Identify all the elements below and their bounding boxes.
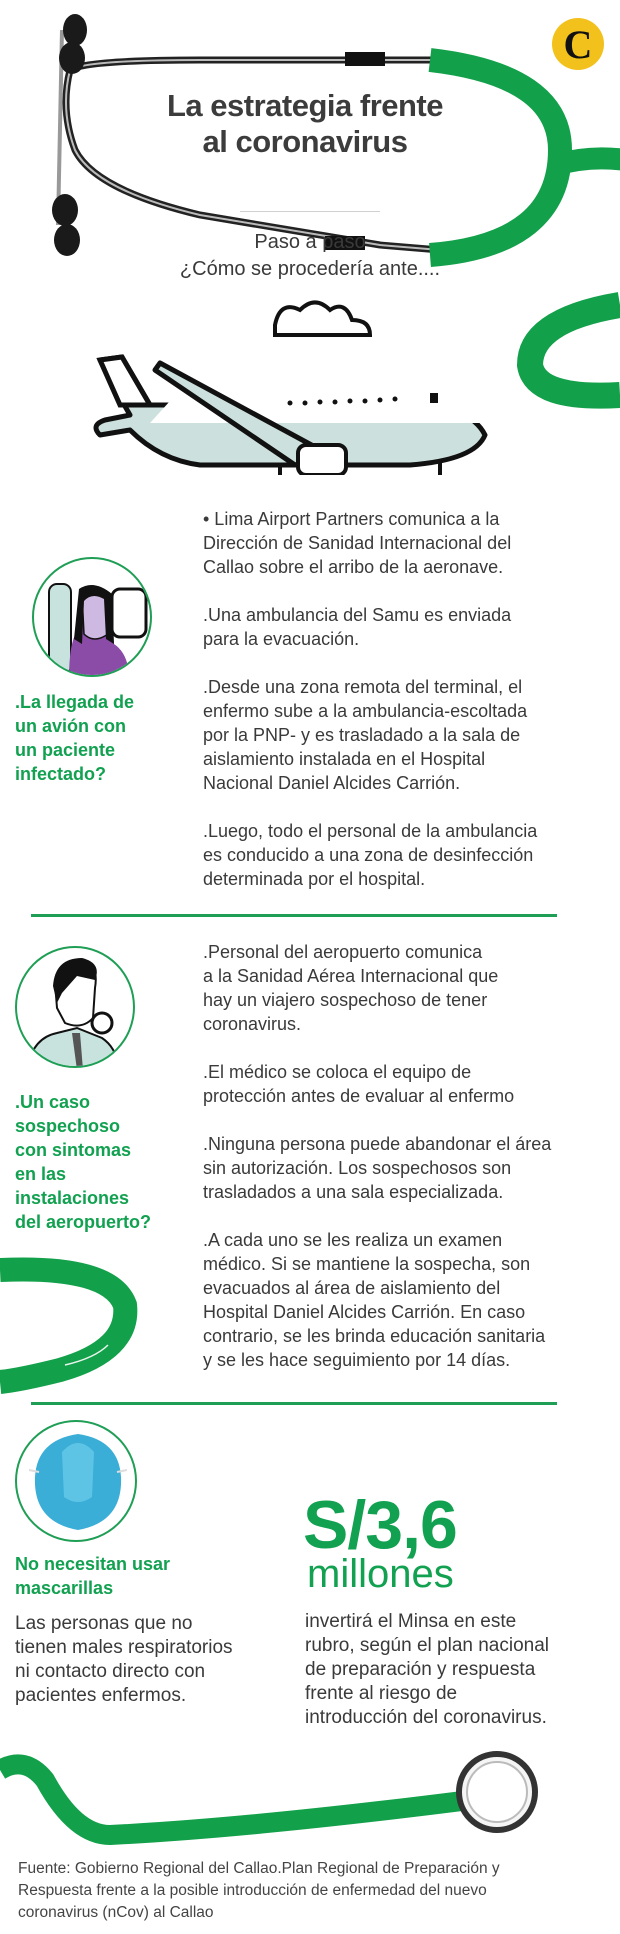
title-line-1: La estrategia frente [167, 88, 443, 123]
page-title [130, 88, 480, 160]
masks-heading: No necesitan usar mascarillas [15, 1554, 171, 1598]
subtitle [100, 229, 520, 283]
section-1-steps [203, 507, 613, 915]
subtitle-line-1: Paso a paso [254, 231, 366, 253]
step-paragraph: .Personal del aeropuerto comunica a la Sanidad Aérea Internacional que hay un viajero sospechoso de tener coronavirus. [203, 942, 499, 1034]
masks-body: Las personas que no tienen males respiratorios ni contacto directo con pacientes enfermos. [15, 1613, 233, 1706]
stethoscope-tube-decoration [510, 290, 620, 420]
subtitle-line-2: ¿Cómo se procedería ante.... [179, 258, 441, 280]
budget-body: invertirá el Minsa en este rubro, según el plan nacional de preparación y respuesta frente al riesgo de introducción del coronavirus. [305, 1611, 550, 1728]
section-divider [31, 1402, 557, 1405]
title-line-2: al coronavirus [202, 124, 408, 159]
step-paragraph: .Luego, todo el personal de la ambulancia es conducido a una zona de desinfección determinada por el hospital. [203, 821, 538, 889]
step-paragraph: .A cada uno se les realiza un examen médico. Si se mantiene la sospecha, son evacuados al área de aislamiento del Hospital Daniel Alcides Carrión. En caso contrario, se les brinda educación sanitaria y se les hace seguimiento por 14 días. [203, 1230, 546, 1370]
step-paragraph: .Desde una zona remota del terminal, el enfermo sube a la ambulancia-escoltada por la PNP- y es trasladado a la sala de aislamiento instalada en el Hospital Nacional Daniel Alcides Carrión. [203, 677, 528, 793]
budget-unit: millones [307, 1552, 454, 1596]
section-divider [31, 914, 557, 917]
el-comercio-logo: C [552, 18, 604, 70]
stethoscope-chestpiece-illustration [0, 1740, 620, 1860]
step-paragraph: .Ninguna persona puede abandonar el área sin autorización. Los sospechosos son trasladados a una sala especializada. [203, 1134, 552, 1202]
airplane-illustration [90, 295, 510, 475]
source-note: Fuente: Gobierno Regional del Callao.Plan Regional de Preparación y Respuesta frente a la posible introducción de enfermedad del nuevo coronavirus (nCov) al Callao [18, 1860, 500, 1921]
section-2-steps [203, 940, 618, 1396]
sick-passenger-icon [32, 557, 152, 677]
title-divider [240, 211, 380, 212]
stethoscope-tube-decoration [0, 1250, 150, 1395]
mask-icon [15, 1420, 137, 1542]
airport-officer-icon [15, 946, 135, 1068]
section-2-question: .Un caso sospechoso con sintomas en las instalaciones del aeropuerto? [15, 1092, 152, 1232]
section-1-question: .La llegada de un avión con un paciente infectado? [15, 692, 135, 784]
step-paragraph: • Lima Airport Partners comunica a la Dirección de Sanidad Internacional del Callao sobre el arribo de la aeronave. [203, 509, 512, 577]
step-paragraph: .El médico se coloca el equipo de protección antes de evaluar al enfermo [203, 1062, 515, 1106]
step-paragraph: .Una ambulancia del Samu es enviada para la evacuación. [203, 605, 512, 649]
budget-amount: S/3,6 [303, 1487, 457, 1563]
